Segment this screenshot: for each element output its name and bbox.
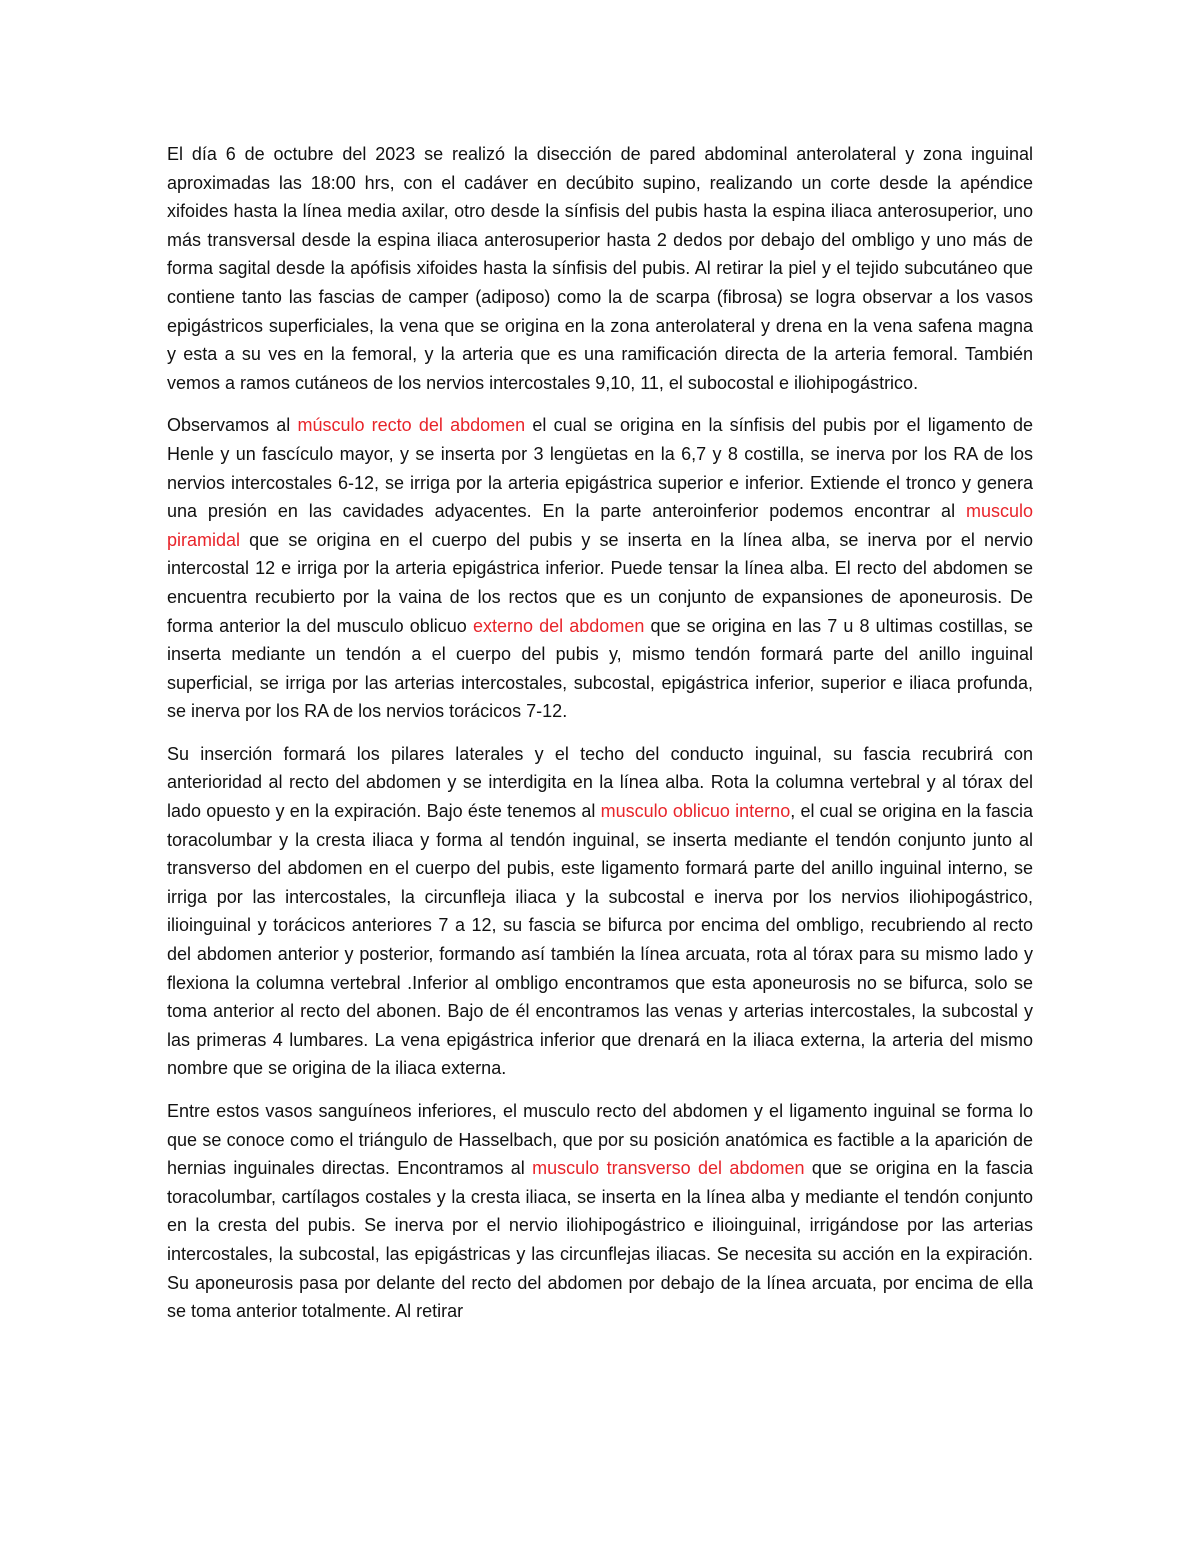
document-page bbox=[167, 140, 1033, 1340]
text-segment: Entre estos vasos sanguíneos inferiores, el musculo recto del abdomen y el ligamento inguinal se forma lo que se conoce como el triángulo de Hasselbach, que por su posición anatómica es factible a la aparición de hernias inguinales directas. Encontramos al bbox=[167, 1101, 1033, 1179]
highlighted-term: musculo piramidal bbox=[167, 501, 1033, 550]
text-segment: el cual se origina en la sínfisis del pubis por el ligamento de Henle y un fascículo mayor, y se inserta por 3 lengüetas en la 6,7 y 8 costilla, se inerva por los RA de los nervios intercostales 6-12, se irriga por la arteria epigástrica superior e inferior. Extiende el tronco y genera una presión en las cavidades adyacentes. En la parte anteroinferior podemos encontrar al bbox=[167, 415, 1034, 522]
highlighted-term: músculo recto del abdomen bbox=[297, 415, 526, 436]
paragraph-2 bbox=[167, 411, 1033, 726]
paragraph-3 bbox=[167, 740, 1033, 1083]
highlighted-term: externo del abdomen bbox=[472, 615, 645, 636]
paragraph-4 bbox=[167, 1097, 1033, 1326]
text-segment: que se origina en las 7 u 8 ultimas costillas, se inserta mediante un tendón a el cuerpo del pubis y, mismo tendón formará parte del anillo inguinal superficial, se irriga por las arterias intercostales, subcostal, epigástrica inferior, superior e iliaca profunda, se inerva por los RA de los nervios torácicos 7-12. bbox=[167, 615, 1033, 722]
text-segment: Su inserción formará los pilares laterales y el techo del conducto inguinal, su fascia recubrirá con anterioridad al recto del abdomen y se interdigita en la línea alba. Rota la columna vertebral y al tórax del lado opuesto y en la expiración. Bajo éste tenemos al bbox=[167, 743, 1033, 822]
text-segment: Observamos al bbox=[167, 415, 298, 436]
paragraph-1 bbox=[167, 140, 1033, 397]
text-segment: que se origina en la fascia toracolumbar, cartílagos costales y la cresta iliaca, se inserta en la línea alba y mediante el tendón conjunto en la cresta del pubis. Se inerva por el nervio iliohipogástrico e ilioinguinal, irrigándose por las arterias intercostales, la subcostal, las epigástricas y las circunflejas iliacas. Se necesita su acción en la expiración. Su aponeurosis pasa por delante del recto del abdomen por debajo de la línea arcuata, por encima de ella se toma anterior totalmente. Al retirar bbox=[167, 1158, 1034, 1322]
highlighted-term: musculo oblicuo interno bbox=[600, 801, 791, 822]
highlighted-term: musculo transverso del abdomen bbox=[532, 1158, 805, 1179]
text-segment: El día 6 de octubre del 2023 se realizó la disección de pared abdominal anterolateral y zona inguinal aproximadas las 18:00 hrs, con el cadáver en decúbito supino, realizando un corte desde la apéndice xifoides hasta la línea media axilar, otro desde la sínfisis del pubis hasta la espina iliaca anterosuperior, uno más transversal desde la espina iliaca anterosuperior hasta 2 dedos por debajo del ombligo y uno más de forma sagital desde la apófisis xifoides hasta la sínfisis del pubis. Al retirar la piel y el tejido subcutáneo que contiene tanto las fascias de camper (adiposo) como la de scarpa (fibrosa) se logra observar a los vasos epigástricos superficiales, la vena que se origina en la zona anterolateral y drena en la vena safena magna y esta a su ves en la femoral, y la arteria que es una ramificación directa de la arteria femoral. También vemos a ramos cutáneos de los nervios intercostales 9,10, 11, el subocostal e iliohipogástrico. bbox=[167, 144, 1033, 393]
text-segment: , el cual se origina en la fascia toracolumbar y la cresta iliaca y forma al tendón inguinal, se inserta mediante el tendón conjunto junto al transverso del abdomen en el cuerpo del pubis, este ligamento formará parte del anillo inguinal interno, se irriga por las intercostales, la circunfleja iliaca y la subcostal e inerva por los nervios iliohipogástrico, ilioinguinal y torácicos anteriores 7 a 12, su fascia se bifurca por encima del ombligo, recubriendo al recto del abdomen anterior y posterior, formando así también la línea arcuata, rota al tórax para su mismo lado y flexiona la columna vertebral .Inferior al ombligo encontramos que esta aponeurosis no se bifurca, solo se toma anterior al recto del abonen. Bajo de él encontramos las venas y arterias intercostales, la subcostal y las primeras 4 lumbares. La vena epigástrica inferior que drenará en la iliaca externa, la arteria del mismo nombre que se origina de la iliaca externa. bbox=[167, 801, 1033, 1079]
text-segment: que se origina en el cuerpo del pubis y se inserta en la línea alba, se inerva por el nervio intercostal 12 e irriga por la arteria epigástrica inferior. Puede tensar la línea alba. El recto del abdomen se encuentra recubierto por la vaina de los rectos que es un conjunto de expansiones de aponeurosis. De forma anterior la del musculo oblicuo bbox=[167, 529, 1033, 636]
